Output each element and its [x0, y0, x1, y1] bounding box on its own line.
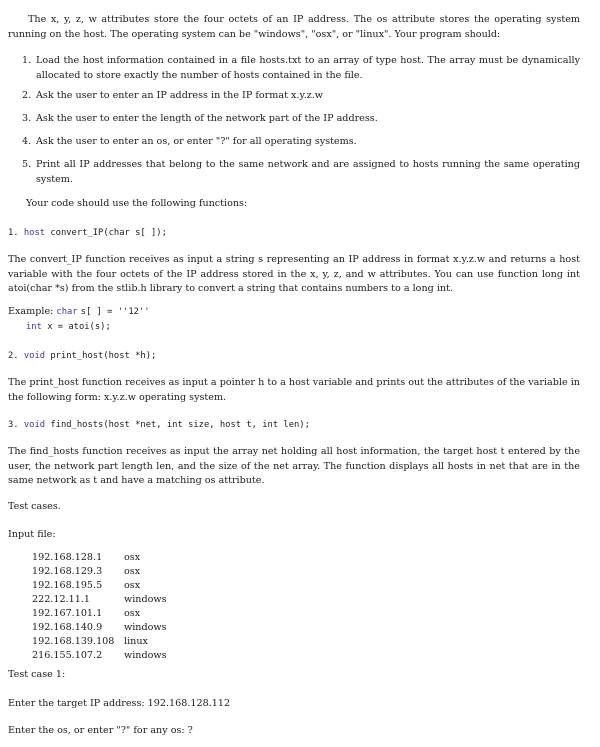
function-signature-print-host	[8, 349, 156, 364]
host-os: linux	[124, 636, 148, 647]
host-ip: 222.12.11.1	[32, 594, 90, 605]
host-ip: 192.168.195.5	[32, 580, 103, 591]
step-item	[22, 112, 580, 127]
example-label: Example:	[8, 306, 54, 317]
step-text: Ask the user to enter the length of the network part of the IP address.	[36, 113, 378, 124]
example-line-2	[26, 320, 111, 335]
test-case-1-heading: Test case 1:	[8, 669, 66, 680]
host-os: windows	[124, 650, 167, 661]
find-hosts-description: The find_hosts function receives as input the array net holding all host information, the target host t entered by the user, the network part length len, and the size of the net array. The function displays all hosts in net that are in the same network as t and have a matching os attribute.	[8, 446, 580, 486]
step-number: 5.	[22, 159, 32, 170]
function-number: 2.	[8, 351, 19, 361]
host-ip: 192.168.128.1	[32, 552, 103, 563]
return-type: void	[23, 420, 46, 430]
functions-intro: Your code should use the following functions:	[26, 198, 248, 209]
function-signature-convert-ip	[8, 226, 167, 241]
step-item	[22, 135, 580, 150]
step-number: 2.	[22, 90, 32, 101]
host-ip: 192.168.139.108	[32, 636, 115, 647]
function-signature-find-hosts	[8, 418, 310, 433]
example-code-line: s[ ] = ''12''	[80, 307, 150, 317]
signature: find_hosts(host *net, int size, host t, int len);	[50, 420, 310, 430]
step-item	[22, 158, 580, 187]
example-keyword: int	[26, 322, 42, 332]
host-os: osx	[124, 580, 141, 591]
step-text: Load the host information contained in a file hosts.txt to an array of type host. The array must be dynamically allocated to store exactly the number of hosts contained in the file.	[36, 55, 580, 81]
signature: convert_IP(char s[ ]);	[50, 228, 167, 238]
example-code-line: x = atoi(s);	[47, 322, 111, 332]
step-item	[22, 54, 580, 83]
signature: print_host(host *h);	[50, 351, 157, 361]
function-number: 1.	[8, 228, 19, 238]
step-number: 4.	[22, 136, 32, 147]
function-number: 3.	[8, 420, 19, 430]
host-os: osx	[124, 566, 141, 577]
host-ip: 192.167.101.1	[32, 608, 103, 619]
input-file-heading: Input file:	[8, 529, 56, 540]
step-number: 1.	[22, 55, 32, 66]
return-type: void	[23, 351, 46, 361]
host-os: windows	[124, 622, 167, 633]
prompt-os: Enter the os, or enter "?" for any os: ?	[8, 725, 193, 736]
convert-ip-description: The convert_IP function receives as input a string s representing an IP address in format x.y.z.w and returns a host variable with the four octets of the IP address stored in the x, y, z, and w attributes. You can use function long int atoi(char *s) from the stlib.h library to convert a string that contains numbers to a long int.	[8, 254, 580, 294]
return-type: host	[23, 228, 46, 238]
host-os: osx	[124, 608, 141, 619]
prompt-target-ip: Enter the target IP address: 192.168.128.112	[8, 698, 231, 709]
test-cases-heading: Test cases.	[8, 501, 61, 512]
host-os: osx	[124, 552, 141, 563]
step-item	[22, 89, 580, 104]
host-ip: 192.168.140.9	[32, 622, 103, 633]
step-text: Ask the user to enter an os, or enter "?" for all operating systems.	[36, 136, 357, 147]
host-ip: 216.155.107.2	[32, 650, 103, 661]
print-host-description: The print_host function receives as input a pointer h to a host variable and prints out the attributes of the variable in the following form: x.y.z.w operating system.	[8, 377, 580, 403]
host-os: windows	[124, 594, 167, 605]
step-text: Print all IP addresses that belong to the same network and are assigned to hosts running the same operating system.	[36, 159, 580, 185]
intro-paragraph: The x, y, z, w attributes store the four octets of an IP address. The os attribute stores the operating system running on the host. The operating system can be "windows", "osx", or "linux". Your program should:	[8, 14, 580, 40]
step-number: 3.	[22, 113, 32, 124]
example-keyword: char	[56, 307, 78, 317]
example-block	[8, 305, 150, 320]
host-ip: 192.168.129.3	[32, 566, 103, 577]
step-text: Ask the user to enter an IP address in the IP format x.y.z.w	[36, 90, 323, 101]
